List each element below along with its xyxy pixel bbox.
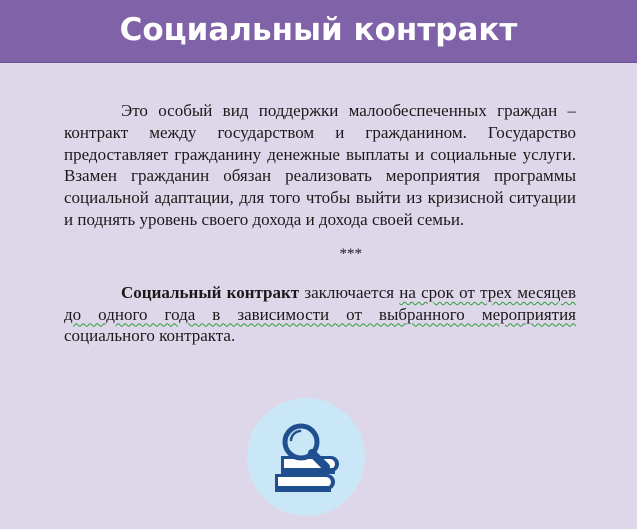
main-content — [64, 100, 576, 347]
paragraph-text-after: социального контракта. — [64, 326, 236, 346]
underlined-duration-text: на срок от трех месяцев до одного года в зависимости от выбранного мероприятия — [64, 282, 577, 324]
duration-paragraph — [64, 282, 576, 347]
book-magnifier-icon — [247, 398, 365, 516]
paragraph-text-before: заключается — [299, 282, 400, 302]
page-header — [0, 0, 637, 63]
section-separator: *** — [339, 245, 362, 262]
bold-term: Социальный контракт — [121, 282, 300, 302]
intro-paragraph: Это особый вид поддержки малообеспеченных граждан – контракт между государством и гражданином. Государство предоставляет гражданину денежные выплаты и социальные услуги. Взамен гражданин обязан реализовать мероприятия программы социальной адаптации, для того чтобы выйти из кризисной ситуации и поднять уровень своего дохода и дохода своей семьи. — [64, 101, 576, 229]
page-title: Социальный контракт — [119, 12, 518, 48]
book-magnifier-icon-badge — [247, 398, 365, 516]
